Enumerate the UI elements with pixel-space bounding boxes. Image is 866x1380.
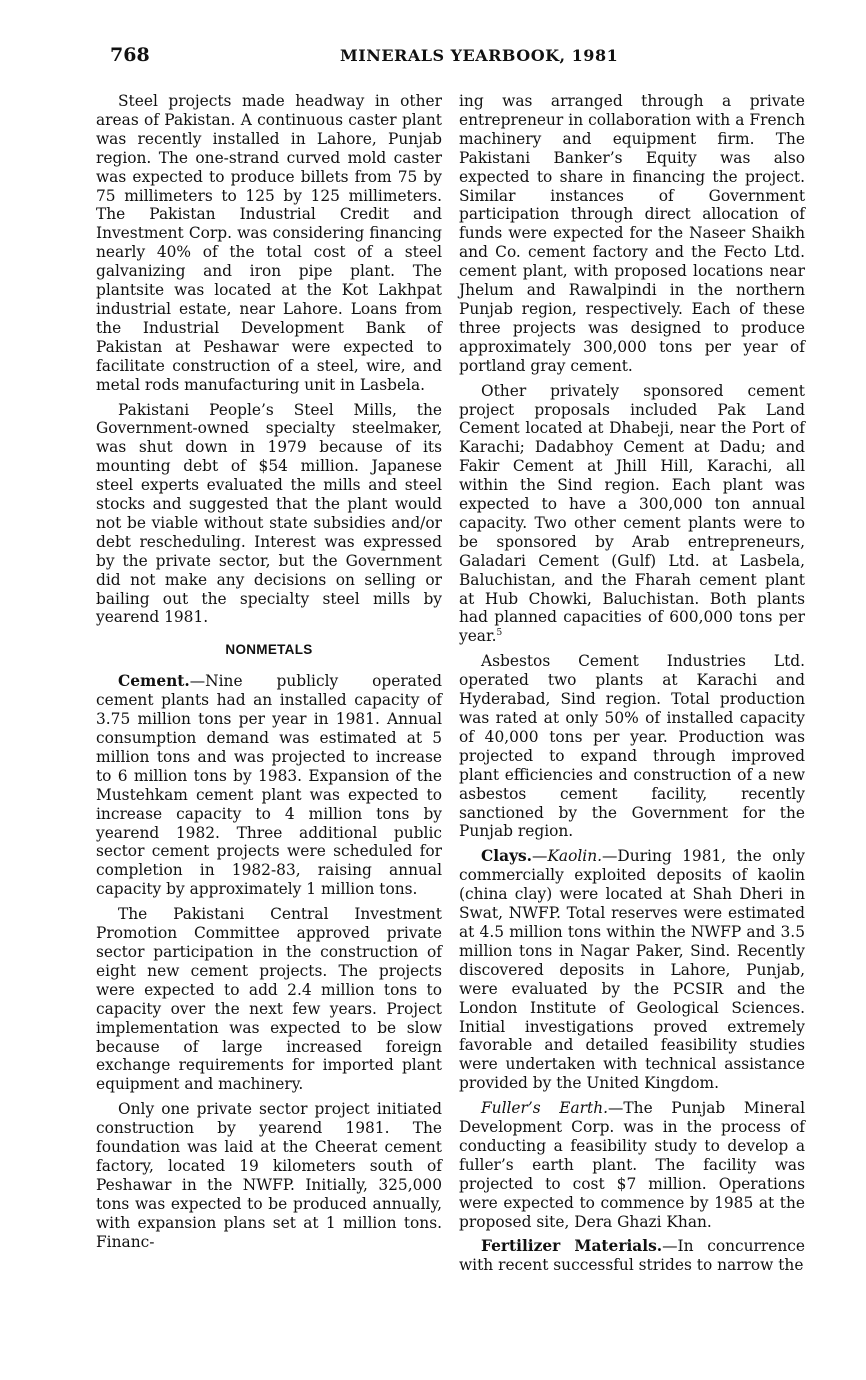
running-title: MINERALS YEARBOOK, 1981	[340, 46, 619, 65]
paragraph-clays	[459, 847, 805, 1093]
paragraph-investment-committee: The Pakistani Central Investment Promotion Committee approved private sector participation in the construction of eight new cement projects. The projects were expected to add 2.4 million tons to capacity over the next few years. Project implementation was expected to be slow because of large increased foreign exchange requirements for imported plant equipment and machinery.	[96, 905, 442, 1094]
cement-lead: Cement.	[118, 672, 190, 691]
paragraph-cement	[96, 672, 442, 899]
fertilizer-lead: Fertilizer Materials.	[481, 1237, 663, 1256]
paragraph-fertilizer-materials	[459, 1237, 805, 1275]
clays-lead: Clays.	[481, 847, 533, 866]
clays-dash: —	[532, 847, 548, 866]
page-header	[110, 44, 810, 74]
cement-body: —Nine publicly operated cement plants had an installed capacity of 3.75 million tons per year in 1981. Annual consumption demand was estimated at 5 million tons and was projected to increase to 6 million tons by 1983. Expansion of the Mustehkam cement plant was expected to increase capacity to 4 million tons by yearend 1982. Three additional public sector cement projects were scheduled for completion in 1982-83, raising annual capacity by approximately 1 million tons.	[96, 672, 442, 899]
fullers-earth-body: —The Punjab Mineral Development Corp. was in the process of conducting a feasibility study to develop a fuller’s earth plant. The facility was projected to cost $7 million. Operations were expected to commence by 1985 at the proposed site, Dera Ghazi Khan.	[459, 1099, 805, 1231]
paragraph-asbestos-cement: Asbestos Cement Industries Ltd. operated two plants at Karachi and Hyderabad, Sind region. Total production was rated at only 50% of installed capacity of 40,000 tons per year. Production was projected to expand through improved plant efficiencies and construction of a new asbestos cement facility, recently sanctioned by the Government for the Punjab region.	[459, 652, 805, 841]
paragraph-cheerat-project: Only one private sector project initiated construction by yearend 1981. The foundation was laid at the Cheerat cement factory, located 19 kilometers south of Peshawar in the NWFP. Initially, 325,000 tons was expected to be produced annually, with expansion plans set at 1 million tons. Financ-	[96, 1100, 442, 1251]
kaolin-label: Kaolin.	[547, 847, 603, 866]
footnote-marker: 5	[496, 628, 503, 639]
paragraph-private-cement-proposals	[459, 382, 805, 647]
private-cement-text: Other privately sponsored cement project proposals included Pak Land Cement located at Dhabeji, near the Port of Karachi; Dadabhoy Cement at Dadu; and Fakir Cement at Jhill Hill, Karachi, all within the Sind region. Each plant was expected to have a 300,000 ton annual capacity. Two other cement plants were to be sponsored by Arab entrepreneurs, Galadari Cement (Gulf) Ltd. at Lasbela, Baluchistan, and the Fharah cement plant at Hub Chowki, Baluchistan. Both plants had planned capacities of 600,000 tons per year.	[459, 381, 805, 646]
right-column	[459, 92, 805, 1281]
clays-body: —During 1981, the only commercially exploited deposits of kaolin (china clay) were located at Shah Dheri in Swat, NWFP. Total reserves were estimated at 4.5 million tons within the NWFP and 3.5 million tons in Nagar Paker, Sind. Recently discovered deposits in Lahore, Punjab, were evaluated by the PCSIR and the London Institute of Geological Sciences. Initial investigations proved extremely favorable and detailed feasibility studies were undertaken with technical assistance provided by the United Kingdom.	[459, 847, 805, 1093]
paragraph-peoples-steel-mills: Pakistani People’s Steel Mills, the Government-owned specialty steelmaker, was shut down in 1979 because of its mounting debt of $54 million. Japanese steel experts evaluated the mills and steel stocks and suggested that the plant would not be viable without state subsidies and/or debt rescheduling. Interest was expressed by the private sector, but the Government did not make any decisions on selling or bailing out the specialty steel mills by yearend 1981.	[96, 400, 442, 627]
page-number: 768	[110, 44, 150, 66]
fertilizer-body: —In concurrence with recent successful strides to narrow the	[459, 1237, 805, 1275]
left-column	[96, 92, 442, 1257]
paragraph-financing-continued: ing was arranged through a private entrepreneur in collaboration with a French machinery and equipment firm. The Pakistani Banker’s Equity was also expected to share in financing the project. Similar instances of Government participation through direct allocation of funds were expected for the Naseer Shaikh and Co. cement factory and the Fecto Ltd. cement plant, with proposed locations near Jhelum and Rawalpindi in the northern Punjab region, respectively. Each of these three projects was designed to produce approximately 300,000 tons per year of portland gray cement.	[459, 92, 805, 375]
section-heading-nonmetals: NONMETALS	[225, 642, 313, 658]
fullers-earth-label: Fuller’s Earth.	[481, 1099, 609, 1118]
paragraph-fullers-earth	[459, 1099, 805, 1231]
paragraph-steel-projects: Steel projects made headway in other areas of Pakistan. A continuous caster plant was recently installed in Lahore, Punjab region. The one-strand curved mold caster was expected to produce billets from 75 by 75 millimeters to 125 by 125 millimeters. The Pakistan Industrial Credit and Investment Corp. was considering financing nearly 40% of the total cost of a steel galvanizing and iron pipe plant. The plantsite was located at the Kot Lakhpat industrial estate, near Lahore. Loans from the Industrial Development Bank of Pakistan at Peshawar were expected to facilitate construction of a steel, wire, and metal rods manufacturing unit in Lasbela.	[96, 92, 442, 394]
